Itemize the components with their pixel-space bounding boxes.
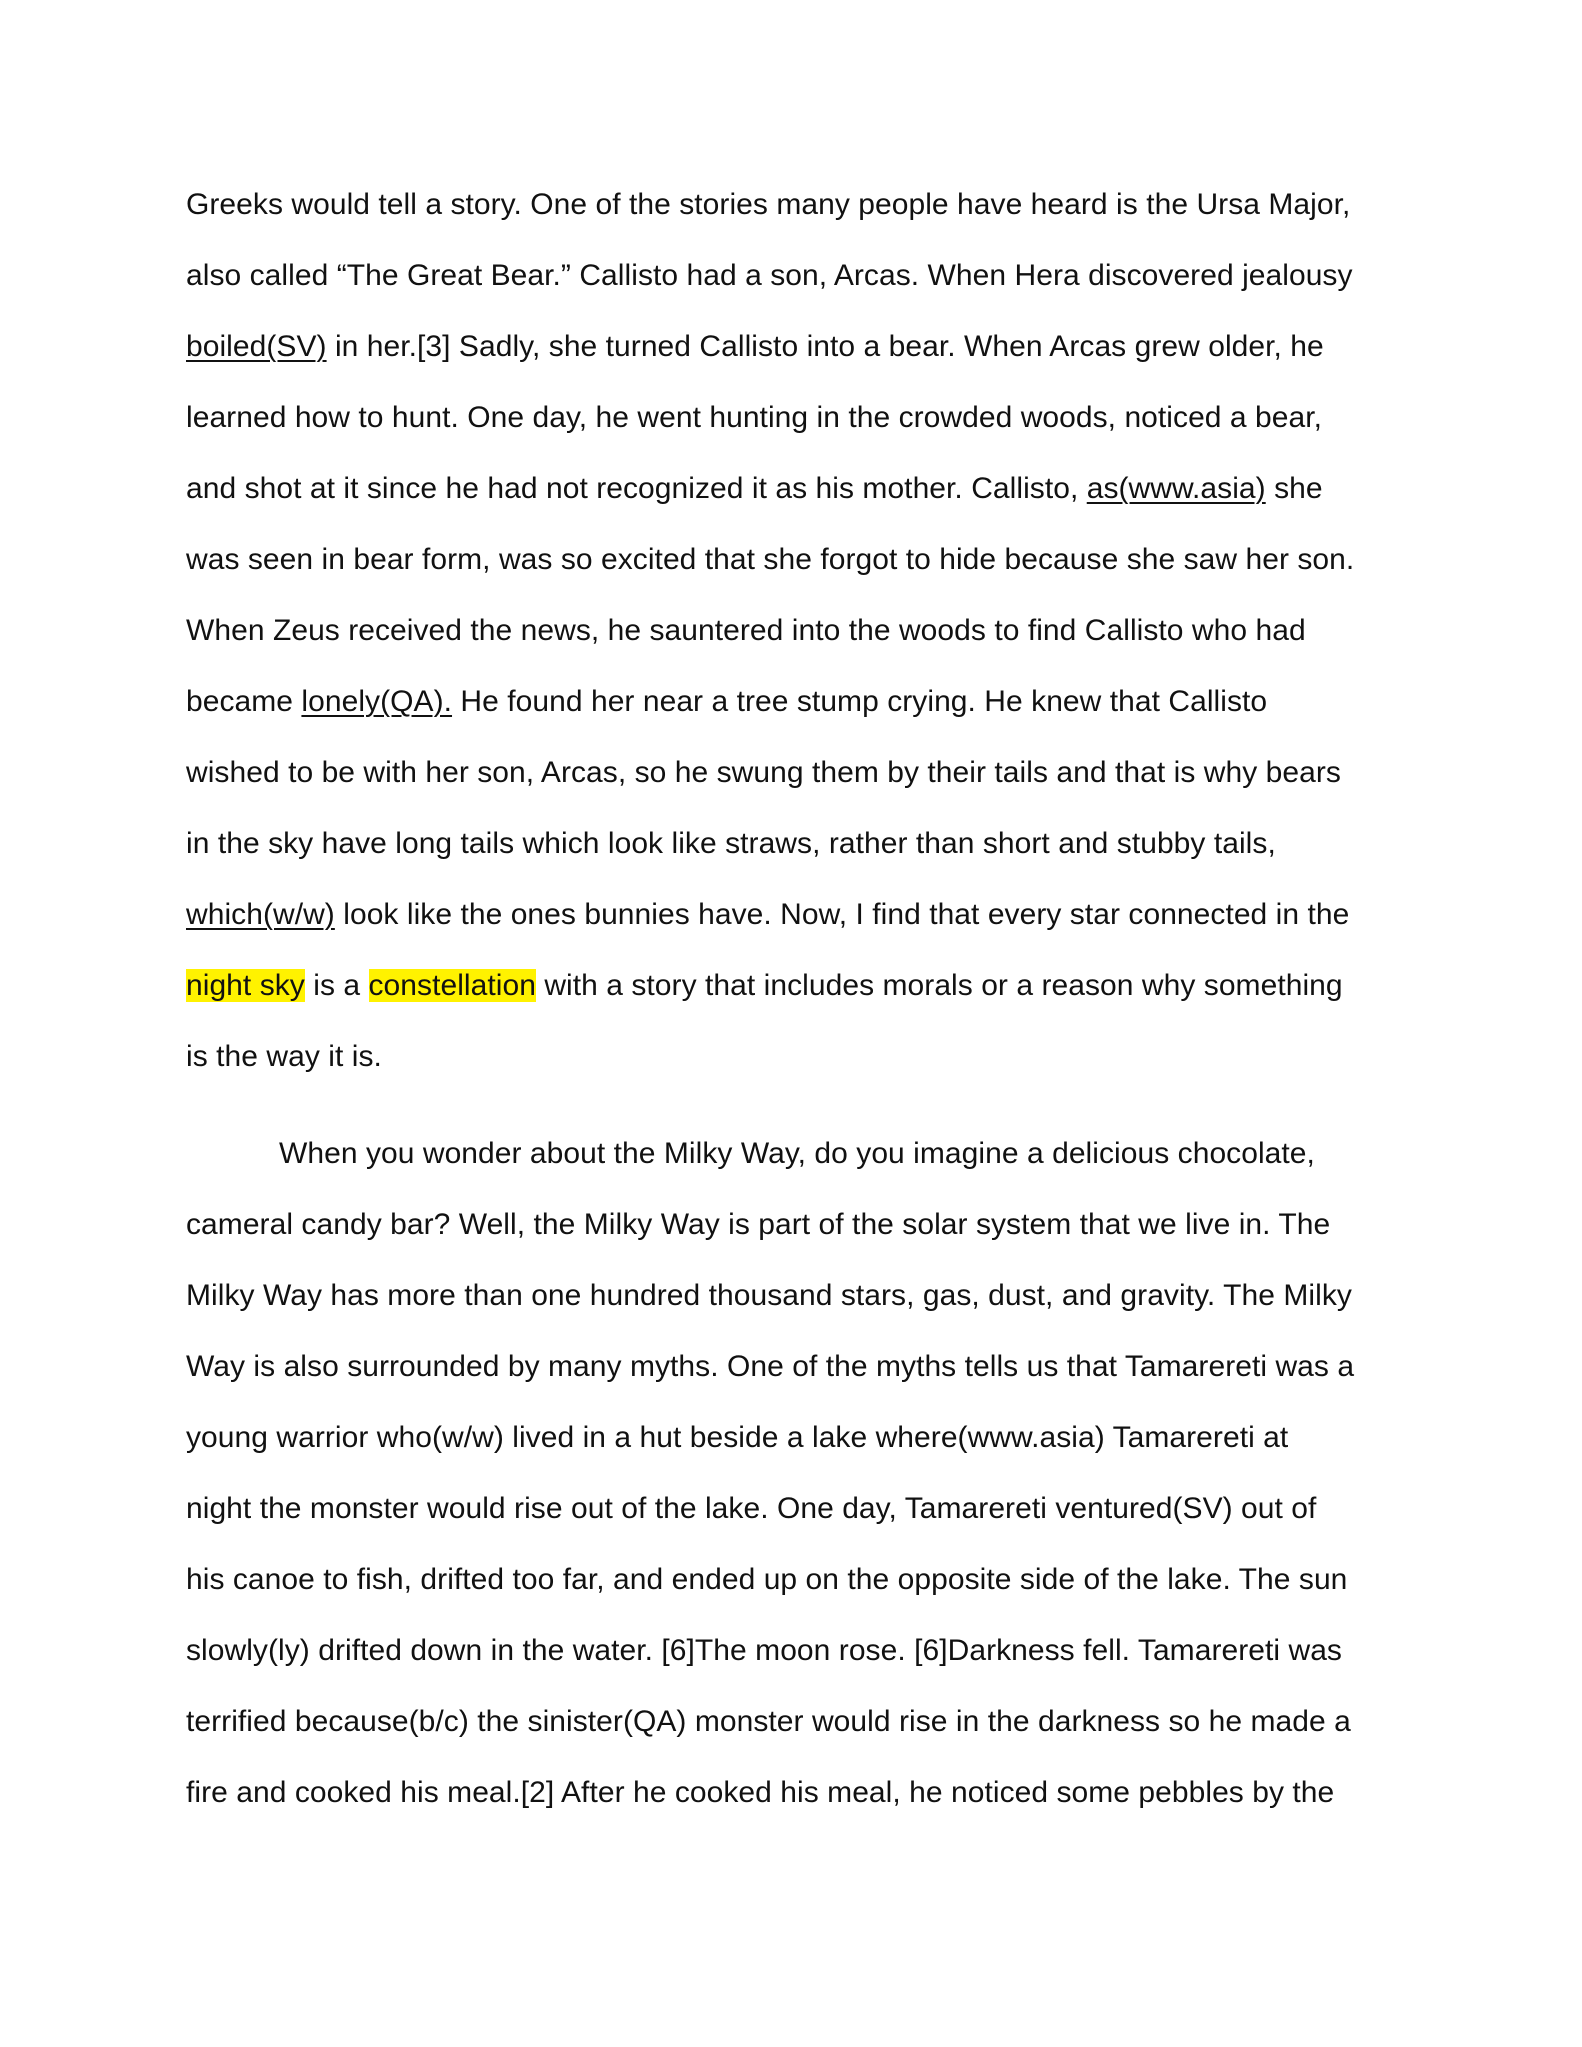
text-line: fire and cooked his meal.[2] After he cooked his meal, he noticed some pebbles by the (186, 1776, 1335, 1809)
text-line (186, 327, 1324, 367)
text-line: night the monster would rise out of the lake. One day, Tamarereti ventured(SV) out of (186, 1492, 1317, 1525)
annotated-word: lonely(QA). (301, 685, 453, 718)
text-line: Way is also surrounded by many myths. One of the myths tells us that Tamarereti was a (186, 1350, 1355, 1383)
text-segment: she (1265, 472, 1323, 505)
text-line: terrified because(b/c) the sinister(QA) monster would rise in the darkness so he made a (186, 1705, 1351, 1738)
text-line: his canoe to fish, drifted too far, and ended up on the opposite side of the lake. The sun (186, 1563, 1348, 1596)
text-segment: with a story that includes morals or a reason why something (535, 969, 1343, 1002)
text-segment: became (186, 685, 302, 718)
text-segment: is a (304, 969, 369, 1002)
text-line: When you wonder about the Milky Way, do you imagine a delicious chocolate, (279, 1137, 1315, 1170)
text-line: young warrior who(w/w) lived in a hut beside a lake where(www.asia) Tamarereti at (186, 1421, 1289, 1454)
text-segment: look like the ones bunnies have. Now, I find that every star connected in the (334, 898, 1350, 931)
highlighted-phrase: night sky (186, 969, 305, 1002)
text-line: wished to be with her son, Arcas, so he swung them by their tails and that is why bears (186, 756, 1341, 789)
text-segment: in her.[3] Sadly, she turned Callisto into a bear. When Arcas grew older, he (326, 330, 1324, 363)
text-line (186, 469, 1323, 509)
text-line: is the way it is. (186, 1040, 382, 1073)
text-segment: He found her near a tree stump crying. He knew that Callisto (452, 685, 1268, 718)
text-line: cameral candy bar? Well, the Milky Way is part of the solar system that we live in. The (186, 1208, 1331, 1241)
text-line: When Zeus received the news, he sauntered into the woods to find Callisto who had (186, 614, 1306, 647)
annotated-word: as(www.asia) (1086, 472, 1266, 505)
text-line: was seen in bear form, was so excited that she forgot to hide because she saw her son. (186, 543, 1355, 576)
text-line: in the sky have long tails which look like straws, rather than short and stubby tails, (186, 827, 1276, 860)
highlighted-phrase: constellation (368, 969, 536, 1002)
annotated-word: boiled(SV) (186, 330, 327, 363)
text-line: slowly(ly) drifted down in the water. [6]The moon rose. [6]Darkness fell. Tamarereti was (186, 1634, 1342, 1667)
text-line: learned how to hunt. One day, he went hunting in the crowded woods, noticed a bear, (186, 401, 1323, 434)
text-line: Greeks would tell a story. One of the stories many people have heard is the Ursa Major, (186, 188, 1351, 221)
text-line: also called “The Great Bear.” Callisto had a son, Arcas. When Hera discovered jealousy (186, 259, 1353, 292)
text-line (186, 895, 1349, 935)
text-line: Milky Way has more than one hundred thousand stars, gas, dust, and gravity. The Milky (186, 1279, 1352, 1312)
text-segment: and shot at it since he had not recognized it as his mother. Callisto, (186, 472, 1087, 505)
text-line (186, 682, 1267, 722)
text-line (186, 966, 1343, 1006)
annotated-word: which(w/w) (186, 898, 335, 931)
